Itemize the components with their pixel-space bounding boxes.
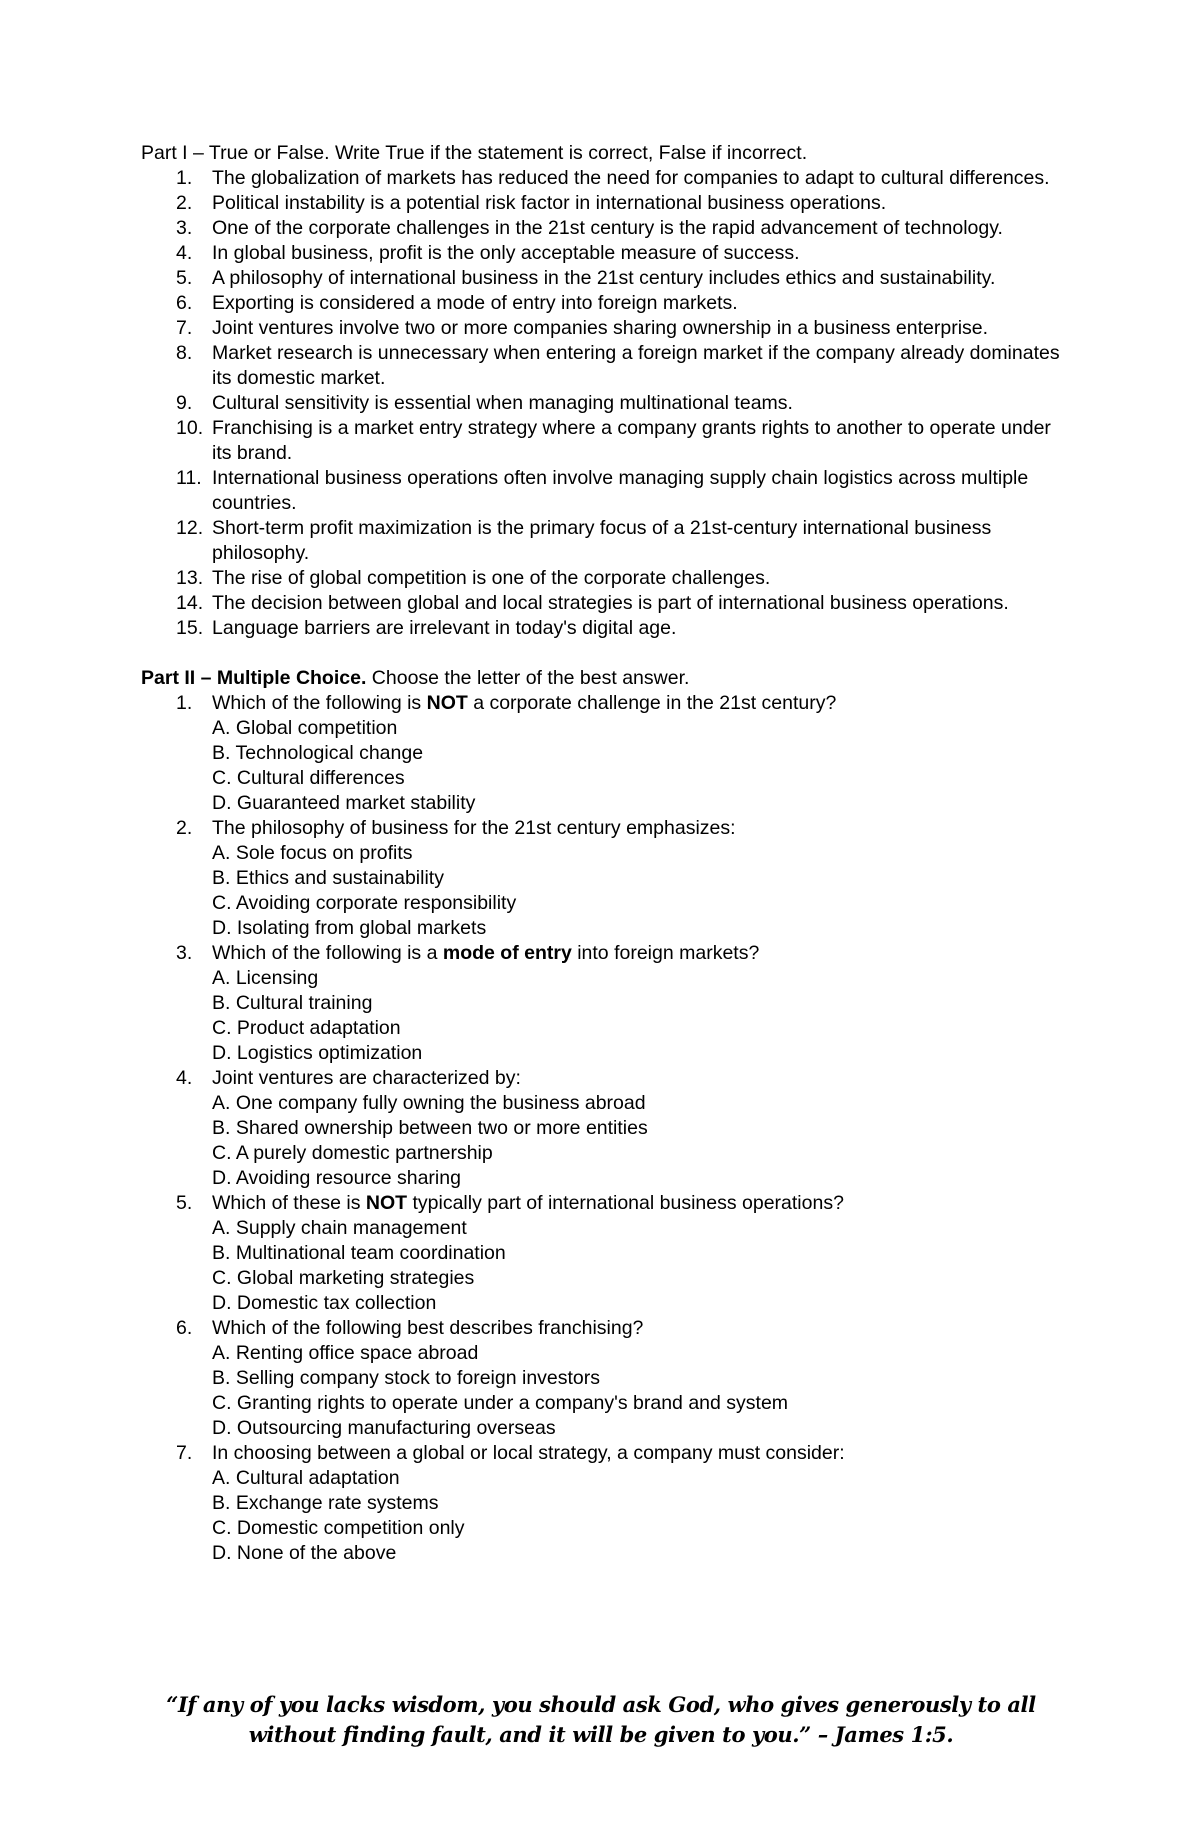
answer-option: A. Licensing xyxy=(212,967,319,989)
answer-option: B. Exchange rate systems xyxy=(212,1492,439,1514)
answer-option: C. Cultural differences xyxy=(212,767,405,789)
item-text: The rise of global competition is one of the corporate challenges. xyxy=(212,567,771,589)
true-false-item xyxy=(141,316,1061,341)
item-number: 12. xyxy=(176,517,204,539)
item-number: 15. xyxy=(176,617,204,639)
answer-options xyxy=(212,1091,1061,1191)
question-number: 1. xyxy=(176,692,193,714)
answer-options xyxy=(212,716,1061,816)
item-number: 11. xyxy=(176,467,202,489)
answer-option: C. Global marketing strategies xyxy=(212,1267,475,1289)
answer-option: D. Isolating from global markets xyxy=(212,917,487,939)
item-number: 2. xyxy=(176,192,193,214)
question-text-pre: Which of the following is a xyxy=(212,942,443,964)
true-false-item xyxy=(141,616,1061,641)
question-number: 5. xyxy=(176,1192,193,1214)
answer-options xyxy=(212,966,1061,1066)
true-false-item xyxy=(141,266,1061,291)
item-text: Joint ventures involve two or more companies sharing ownership in a business enterprise. xyxy=(212,317,989,339)
question-number: 4. xyxy=(176,1067,193,1089)
item-number: 10. xyxy=(176,417,204,439)
item-number: 7. xyxy=(176,317,193,339)
true-false-item xyxy=(141,241,1061,266)
section-spacer xyxy=(141,641,1061,666)
true-false-item xyxy=(141,191,1061,216)
item-number: 13. xyxy=(176,567,204,589)
answer-option: D. Outsourcing manufacturing overseas xyxy=(212,1417,556,1439)
answer-option: D. None of the above xyxy=(212,1542,397,1564)
item-text: The decision between global and local strategies is part of international business operations. xyxy=(212,592,1009,614)
question-stem xyxy=(212,691,1061,716)
answer-option: C. A purely domestic partnership xyxy=(212,1142,493,1164)
item-text: In global business, profit is the only acceptable measure of success. xyxy=(212,242,800,264)
question-number: 3. xyxy=(176,942,193,964)
item-text: Exporting is considered a mode of entry into foreign markets. xyxy=(212,292,738,314)
question-stem xyxy=(212,1191,1061,1216)
question-text-pre: Which of the following best describes franchising? xyxy=(212,1317,644,1339)
part2-heading-label: Part II – Multiple Choice. xyxy=(141,667,367,689)
answer-option: B. Shared ownership between two or more entities xyxy=(212,1117,648,1139)
footer-quote: “If any of you lacks wisdom, you should ask God, who gives generously to all without finding fault, and it will be given to you.” – James 1:5. xyxy=(166,1692,1036,1747)
true-false-item xyxy=(141,291,1061,316)
question-text-post: into foreign markets? xyxy=(571,942,760,964)
question-text-pre: Which of the following is xyxy=(212,692,427,714)
multiple-choice-question xyxy=(141,691,1061,816)
answer-option: A. Cultural adaptation xyxy=(212,1467,400,1489)
multiple-choice-question xyxy=(141,941,1061,1066)
multiple-choice-question xyxy=(141,816,1061,941)
true-false-item xyxy=(141,216,1061,241)
question-text-bold: NOT xyxy=(365,1192,408,1214)
item-text: International business operations often involve managing supply chain logistics across multiple countries. xyxy=(212,467,1029,514)
answer-options xyxy=(212,841,1061,941)
answer-option: A. Global competition xyxy=(212,717,398,739)
answer-options xyxy=(212,1341,1061,1441)
item-number: 1. xyxy=(176,167,193,189)
exam-content xyxy=(141,141,1061,1566)
multiple-choice-question xyxy=(141,1066,1061,1191)
item-number: 5. xyxy=(176,267,193,289)
question-stem xyxy=(212,941,1061,966)
multiple-choice-question xyxy=(141,1441,1061,1566)
answer-options xyxy=(212,1466,1061,1566)
item-number: 9. xyxy=(176,392,193,414)
item-text: The globalization of markets has reduced the need for companies to adapt to cultural differences. xyxy=(212,167,1050,189)
part1-heading: Part I – True or False. Write True if the statement is correct, False if incorrect. xyxy=(141,142,808,164)
true-false-item xyxy=(141,466,1061,516)
answer-option: D. Domestic tax collection xyxy=(212,1292,437,1314)
answer-option: A. One company fully owning the business abroad xyxy=(212,1092,646,1114)
answer-option: A. Sole focus on profits xyxy=(212,842,413,864)
part2-heading xyxy=(141,666,1061,691)
answer-option: B. Ethics and sustainability xyxy=(212,867,444,889)
question-stem xyxy=(212,1441,1061,1466)
true-false-item xyxy=(141,516,1061,566)
question-text-bold: mode of entry xyxy=(442,942,572,964)
question-text-post: a corporate challenge in the 21st century? xyxy=(467,692,837,714)
part2-heading-instruction: Choose the letter of the best answer. xyxy=(366,667,690,689)
item-text: A philosophy of international business in the 21st century includes ethics and sustainability. xyxy=(212,267,996,289)
question-number: 2. xyxy=(176,817,193,839)
item-number: 14. xyxy=(176,592,204,614)
question-stem xyxy=(212,1066,1061,1091)
answer-option: B. Selling company stock to foreign investors xyxy=(212,1367,601,1389)
true-false-list xyxy=(141,166,1061,641)
question-text-pre: Which of these is xyxy=(212,1192,366,1214)
answer-option: C. Domestic competition only xyxy=(212,1517,465,1539)
item-text: Cultural sensitivity is essential when managing multinational teams. xyxy=(212,392,793,414)
item-text: Short-term profit maximization is the primary focus of a 21st-century international business philosophy. xyxy=(212,517,992,564)
answer-option: D. Guaranteed market stability xyxy=(212,792,476,814)
item-text: Market research is unnecessary when entering a foreign market if the company already dominates its domestic market. xyxy=(212,342,1060,389)
answer-option: B. Technological change xyxy=(212,742,424,764)
question-number: 6. xyxy=(176,1317,193,1339)
item-text: Language barriers are irrelevant in today's digital age. xyxy=(212,617,677,639)
question-stem xyxy=(212,816,1061,841)
answer-options xyxy=(212,1216,1061,1316)
true-false-item xyxy=(141,416,1061,466)
true-false-item xyxy=(141,566,1061,591)
question-text-bold: NOT xyxy=(426,692,468,714)
true-false-item xyxy=(141,341,1061,391)
answer-option: A. Renting office space abroad xyxy=(212,1342,479,1364)
item-number: 8. xyxy=(176,342,193,364)
answer-option: C. Product adaptation xyxy=(212,1017,401,1039)
answer-option: D. Logistics optimization xyxy=(212,1042,423,1064)
answer-option: C. Granting rights to operate under a company's brand and system xyxy=(212,1392,789,1414)
item-text: Franchising is a market entry strategy where a company grants rights to another to operate under its brand. xyxy=(212,417,1051,464)
question-text-post: typically part of international business operations? xyxy=(407,1192,844,1214)
answer-option: D. Avoiding resource sharing xyxy=(212,1167,461,1189)
question-text-pre: The philosophy of business for the 21st century emphasizes: xyxy=(212,817,736,839)
multiple-choice-list xyxy=(141,691,1061,1566)
multiple-choice-question xyxy=(141,1316,1061,1441)
true-false-item xyxy=(141,391,1061,416)
answer-option: B. Multinational team coordination xyxy=(212,1242,506,1264)
true-false-item xyxy=(141,591,1061,616)
item-number: 3. xyxy=(176,217,193,239)
item-text: One of the corporate challenges in the 21st century is the rapid advancement of technology. xyxy=(212,217,1003,239)
question-number: 7. xyxy=(176,1442,193,1464)
item-number: 4. xyxy=(176,242,193,264)
multiple-choice-question xyxy=(141,1191,1061,1316)
item-number: 6. xyxy=(176,292,193,314)
true-false-item xyxy=(141,166,1061,191)
question-text-pre: Joint ventures are characterized by: xyxy=(212,1067,521,1089)
question-stem xyxy=(212,1316,1061,1341)
answer-option: A. Supply chain management xyxy=(212,1217,467,1239)
answer-option: C. Avoiding corporate responsibility xyxy=(212,892,517,914)
item-text: Political instability is a potential risk factor in international business operations. xyxy=(212,192,887,214)
answer-option: B. Cultural training xyxy=(212,992,373,1014)
question-text-pre: In choosing between a global or local strategy, a company must consider: xyxy=(212,1442,845,1464)
